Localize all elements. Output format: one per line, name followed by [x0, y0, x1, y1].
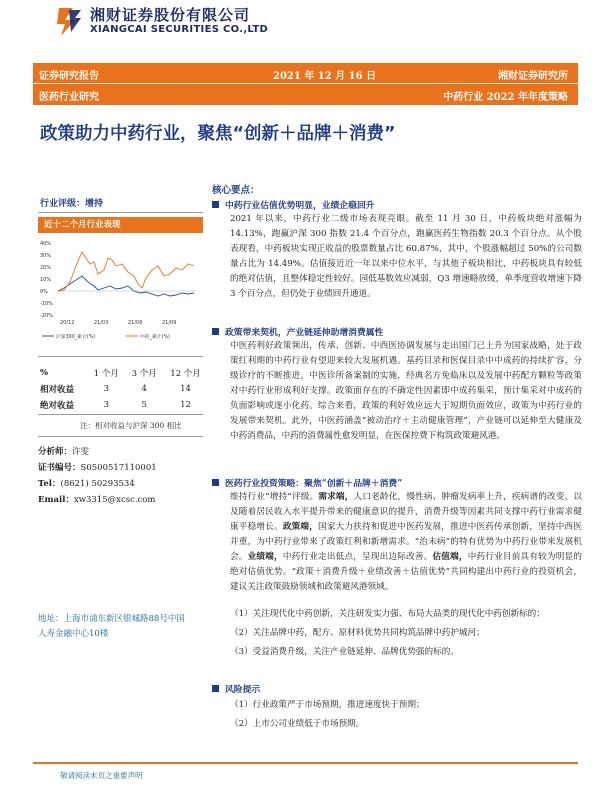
company-name-en: XIANGCAI SECURITIES CO.,LTD [90, 24, 269, 35]
list-item: （1）行业政策严于市场预期，推进速度快于预期； [230, 700, 425, 710]
table-cell: 5 [141, 400, 147, 410]
report-date: 2021 年 12 月 16 日 [273, 71, 377, 82]
list-item: （2）关注品牌中药，配方、原材料优势共同构筑品牌中药护城河； [230, 628, 485, 638]
risk-list [230, 698, 582, 732]
page-title: 政策助力中药行业，聚焦“创新＋品牌＋消费” [40, 124, 396, 144]
section-4-title: 风险提示 [212, 682, 260, 695]
strategy-name: 中药行业 2022 年年度策略 [443, 92, 568, 103]
header-banner [33, 63, 578, 105]
y-tick: -20% [40, 313, 53, 319]
sidebar-divider [38, 356, 203, 357]
performance-table [38, 365, 208, 413]
table-row [38, 397, 208, 413]
legend-tcm: 中药_累计(%) [140, 335, 170, 340]
y-tick: 40% [40, 241, 52, 247]
section-3-list [230, 607, 582, 660]
table-header-row [38, 365, 208, 381]
table-header: 3 个月 [131, 369, 157, 379]
y-tick: 10% [40, 277, 52, 283]
email-label: Email： [38, 495, 74, 505]
analyst-info [38, 444, 157, 508]
table-header: 1 个月 [93, 369, 119, 379]
row-label: 绝对收益 [40, 401, 75, 411]
series-tcm-line [58, 252, 194, 291]
list-item: （1）关注现代化中药创新，关注研发实力强、布局大品类的现代化中药创新标的； [230, 609, 545, 619]
list-item: （3）受益消费升级，关注产业链延伸、品牌优势强的标的。 [230, 647, 459, 657]
section-1-paragraph: 2021 年以来，中药行业二级市场表现亮眼。截至 11 月 30 日，中药板块绝对涨幅为 14.13%，跑赢沪深 300 指数 21.4 个百分点，跑赢医药生物指数 20.3 个百分点。从个股表现看，中药板块实现正收益的股票数量占比 60.87%，其中，个股涨幅超过 50%的公司数量占比为 14.49%。估值接近近一年以来中位水平，与其他子板块相比，中药板块具有较低的绝对估值，且整体稳定性较好。园低基数效应减弱，Q3 增速略放缓，单季度营收增速下降 3 个百分点，但仍处于业绩回升通道。 [230, 214, 582, 299]
section-2-title: 政策带来契机，产业链延伸助增消费属性 [212, 325, 383, 338]
table-cell: 12 [180, 400, 191, 410]
bullet-square-icon [212, 328, 219, 335]
table-note: 注：相对收益与沪深 300 相比 [80, 421, 182, 430]
analyst-label: 分析师： [38, 447, 73, 457]
x-tick: 21/09 [162, 320, 177, 326]
section-2-paragraph: 中医药利好政策频出，传承、创新、中西医协调发展与走出国门已上升为国家战略，处于政策红利期的中药行业有望迎来较大发展机遇。基药目录和医保目录中中成药的持续扩容，分级诊疗的不断推进，中医诊所备案制的实施，经典名方免临床以及发展中药配方颗粒等政策对中药行业形成利好支撑。政策面存在的不确定性因素即中成药集采，预计集采对中成药的负面影响或逐小化药。综合来看，政策的利好效应远大于短期负面效应，政策为中药行业的发展带来契机。此外，中医药涵盖“被动治疗＋主动健康管理”，产业链可以延伸至大健康及中药消费品，中药的消费属性愈发明显，在医保控费下构筑政策避风港。 [230, 341, 582, 441]
tel-label: Tel： [38, 479, 61, 489]
table-header: % [40, 368, 49, 378]
bullet-square-icon [212, 201, 219, 208]
company-name-cn: 湘财证券股份有限公司 [90, 6, 251, 24]
section-1-title: 中药行业估值优势明显，业绩企稳回升 [212, 198, 375, 211]
bullet-square-icon [212, 685, 219, 692]
footer-disclaimer[interactable]: 敬请阅读末页之重要声明 [60, 771, 143, 780]
table-cell: 14 [180, 384, 191, 394]
bullet-square-icon [212, 479, 219, 486]
y-tick: 0% [40, 289, 48, 295]
industry-rating: 行业评级：增持 [40, 199, 104, 209]
table-cell: 3 [103, 384, 110, 394]
office-address: 地址：上海市浦东新区银城路88号中国人寿金融中心10楼 [38, 614, 185, 639]
section-3-title: 医药行业投资策略：聚焦“创新＋品牌＋消费” [212, 476, 402, 489]
x-tick: 21/03 [94, 320, 109, 326]
section-3-paragraph: 维持行业“增持”评级。需求端，人口老龄化，慢性病、肿瘤发病率上升，疾病谱的改变，以及随着居民收入水平提升带来的健康意识的提升，消费升级等因素共同支撑中药行业需求健康平稳增长。政策端，国家大力扶持和促进中医药发展，推进中医药传承创新，坚持中西医并重，为中药行业带来了政策红利和新增需求。“治未病”的特有优势为中药行业带来发展机会。业绩端，中药行业走出低点，呈现出边际改善。估值端，中药行业目前具有较为明显的绝对估值优势。“政策＋消费升级＋业绩改善＋估值优势”共同构建出中药行业的投资机会，建议关注政策鼓励领域和政策避风港领域。 [230, 492, 582, 592]
cert-number: S0500517110001 [80, 463, 157, 473]
sidebar-divider [38, 436, 203, 437]
table-cell: 3 [103, 400, 110, 410]
institute-name: 湘财证券研究所 [498, 71, 568, 82]
list-item: （2）上市公司业绩低于市场预期。 [230, 719, 365, 729]
x-tick: 20/12 [60, 320, 75, 326]
tel-number: (8621) 50293534 [60, 479, 135, 489]
y-tick: 20% [40, 265, 52, 271]
banner-divider [33, 83, 578, 84]
y-tick: 30% [40, 253, 52, 259]
y-tick: -10% [40, 301, 53, 307]
legend-hs300: 沪深300_累计(%) [56, 335, 96, 340]
research-category: 医药行业研究 [39, 92, 99, 103]
company-logo-icon [55, 6, 83, 38]
table-cell: 4 [141, 384, 147, 394]
core-points-title: 核心要点： [212, 185, 260, 196]
sidebar-divider [38, 414, 203, 415]
sidebar-divider [38, 212, 203, 213]
footer-divider [33, 762, 578, 764]
email-address: xw3315@xcsc.com [73, 495, 156, 505]
table-row [38, 381, 208, 397]
analyst-name: 许雯 [72, 447, 90, 457]
report-type: 证券研究报告 [39, 71, 99, 82]
performance-chart [38, 236, 200, 351]
performance-title: 近十二个月行业表现 [38, 217, 203, 233]
series-hs300-line [58, 276, 194, 296]
table-header: 12 个月 [170, 369, 201, 379]
x-tick: 21/06 [128, 320, 143, 326]
cert-label: 证书编号： [38, 463, 81, 473]
row-label: 相对收益 [40, 385, 75, 395]
